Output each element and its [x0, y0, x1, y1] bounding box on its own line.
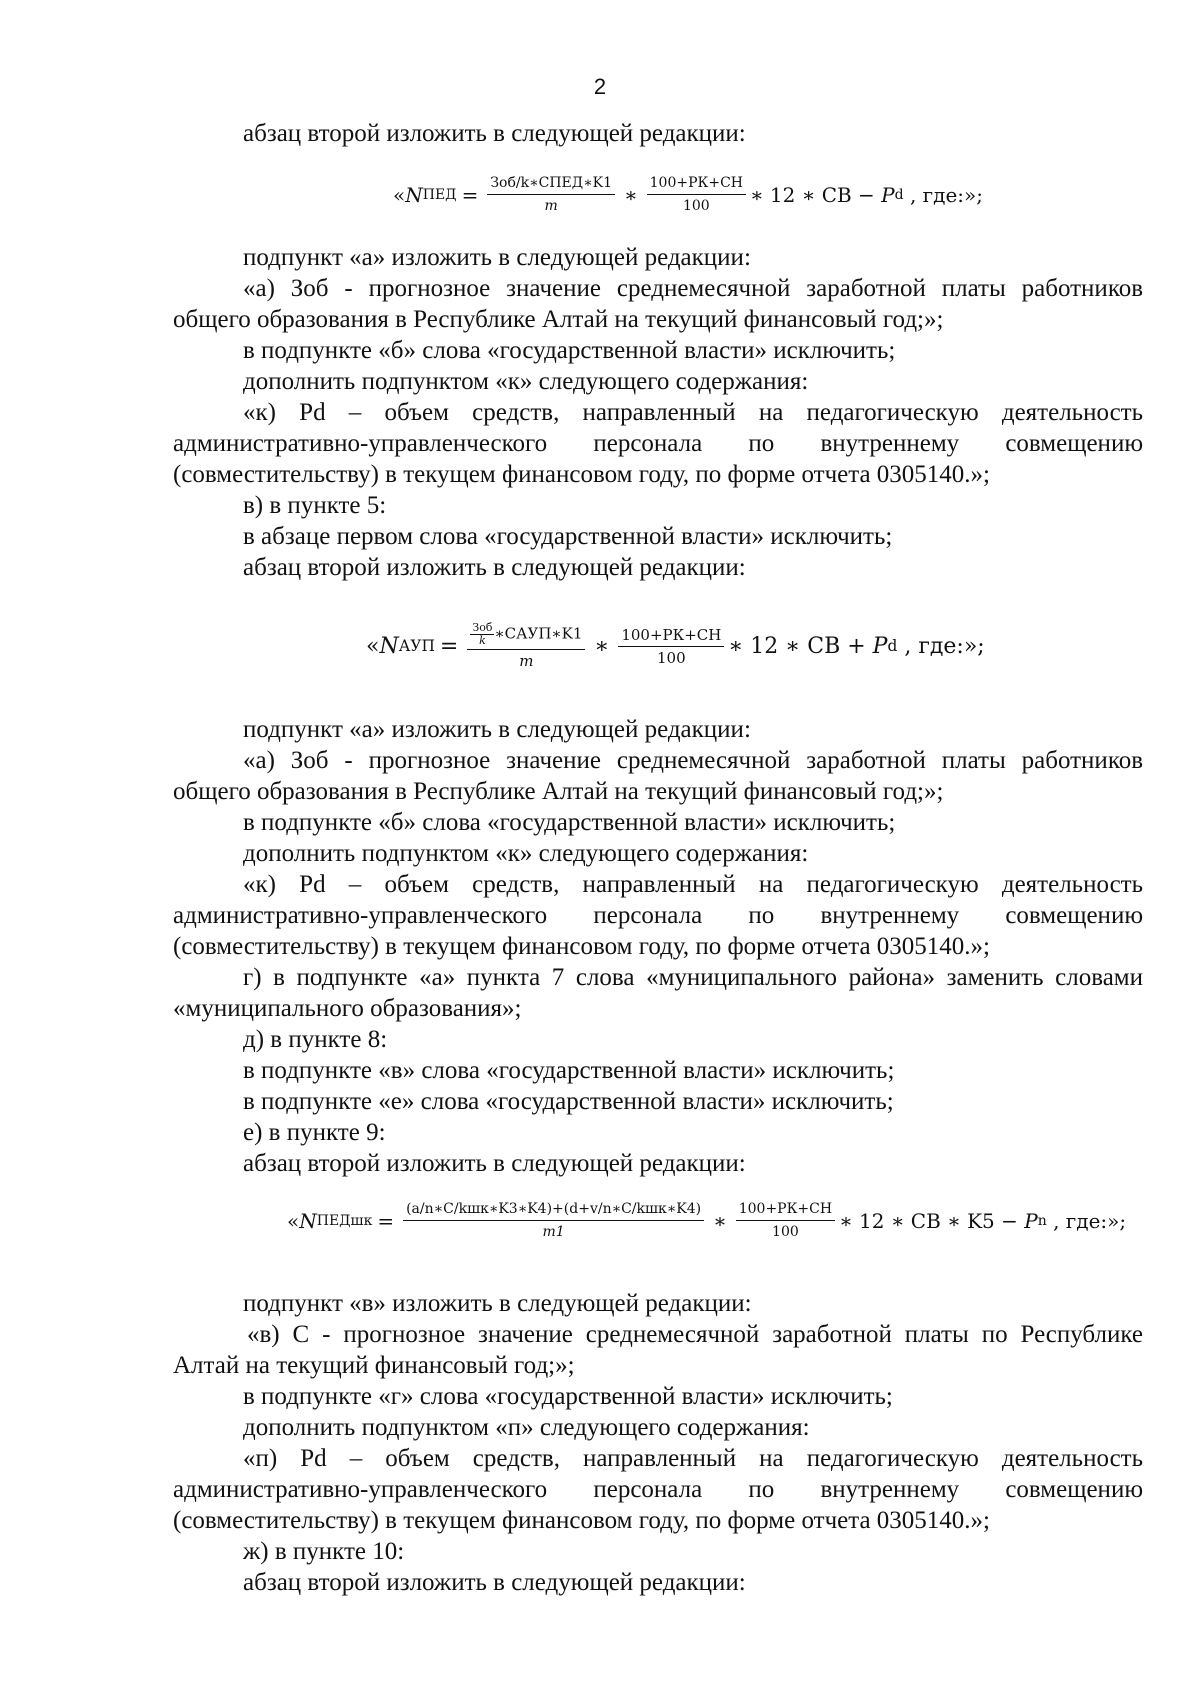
paragraph: абзац второй изложить в следующей редакции: [243, 1150, 746, 1177]
paragraph: дополнить подпунктом «к» следующего содержания: [243, 840, 809, 867]
paragraph: дополнить подпунктом «к» следующего содержания: [243, 368, 809, 395]
paragraph: в подпункте «б» слова «государственной власти» исключить; [243, 809, 896, 836]
paragraph: в подпункте «г» слова «государственной власти» исключить; [243, 1383, 893, 1410]
fraction: $\frac{100+РК+СН}{100}$ [647, 174, 746, 215]
fraction: $\frac{100+РК+СН}{100}$ [736, 1200, 835, 1241]
paragraph: абзац второй изложить в следующей редакции: [243, 1569, 746, 1596]
text-block-1 [173, 118, 1143, 149]
text-block-3 [173, 714, 1143, 1179]
paragraph: г) в подпункте «а» пункта 7 слова «муниципального района» заменить словами «муниципального образования»; [173, 964, 1143, 1022]
paragraph: в подпункте «е» слова «государственной власти» исключить; [243, 1088, 894, 1115]
paragraph: «п) Pd – объем средств, направленный на педагогическую деятельность административно-управленческого персонала по внутреннему совмещению (совместительству) в текущем финансовом году, по форме отчета 0305140.»; [173, 1445, 1143, 1534]
paragraph: «к) Pd – объем средств, направленный на педагогическую деятельность административно-управленческого персонала по внутреннему совмещению (совместительству) в текущем финансовом году, по форме отчета 0305140.»; [173, 399, 1143, 488]
fraction: $\frac{\text{Зоб/k∗CПЕД∗K1}}{m}$ [487, 174, 615, 215]
formula-n-pedshk: « N ПЕДшк = $\frac{\text{(a/n∗C/kшк∗K3∗K4)+(d+v/n∗C/kшк∗K4)}}{m1}$ ∗ $\frac{100+РК+СН}{100}$ ∗ 12 ∗ СВ ∗ K5 − P n , где:»; [287, 1201, 1127, 1240]
paragraph: подпункт «в» изложить в следующей редакции: [243, 1290, 752, 1317]
paragraph: абзац второй изложить в следующей редакции: [243, 120, 746, 147]
paragraph: «к) Pd – объем средств, направленный на педагогическую деятельность административно-управленческого персонала по внутреннему совмещению (совместительству) в текущем финансовом году, по форме отчета 0305140.»; [173, 871, 1143, 960]
fraction: $\frac{100+РК+СН}{100}$ [618, 626, 724, 667]
paragraph: е) в пункте 9: [243, 1119, 386, 1146]
fraction: $\frac{\text{(a/n∗C/kшк∗K3∗K4)+(d+v/n∗C/kшк∗K4)}}{m1}$ [403, 1200, 704, 1241]
paragraph: в подпункте «б» слова «государственной власти» исключить; [243, 337, 896, 364]
formula-n-ped: « N ПЕД = $\frac{\text{Зоб/k∗CПЕД∗K1}}{m}$ ∗ $\frac{100+РК+СН}{100}$ ∗ 12 ∗ СВ − P d , где:»; [393, 175, 984, 214]
paragraph: «а) Зоб - прогнозное значение среднемесячной заработной платы работников общего образования в Республике Алтай на текущий финансовый год;»; [173, 275, 1143, 333]
paragraph: абзац второй изложить в следующей редакции: [243, 554, 746, 581]
paragraph: д) в пункте 8: [243, 1026, 388, 1053]
text-block-2 [173, 242, 1143, 583]
formula-n-aup: « N АУП = $\frac{\text{Зоб}}{k}$ ∗CАУП∗K1 m ∗ $\frac{100+РК+СН}{100}$ ∗ 12 ∗ СВ + P d , где:»; [366, 621, 985, 670]
paragraph: в) в пункте 5: [243, 492, 387, 519]
paragraph: «в) С - прогнозное значение среднемесячной заработной платы по Республике Алтай на текущий финансовый год;»; [173, 1321, 1143, 1379]
paragraph: «а) Зоб - прогнозное значение среднемесячной заработной платы работников общего образования в Республике Алтай на текущий финансовый год;»; [173, 747, 1143, 805]
paragraph: в абзаце первом слова «государственной власти» исключить; [243, 523, 893, 550]
paragraph: подпункт «а» изложить в следующей редакции: [243, 716, 751, 743]
fraction: $\frac{\text{Зоб}}{k}$ ∗CАУП∗K1 m [467, 622, 585, 670]
text-block-4 [173, 1288, 1143, 1598]
paragraph: подпункт «а» изложить в следующей редакции: [243, 244, 751, 271]
paragraph: ж) в пункте 10: [243, 1538, 405, 1565]
paragraph: дополнить подпунктом «п» следующего содержания: [243, 1414, 810, 1441]
page-number: 2 [593, 74, 607, 99]
paragraph: в подпункте «в» слова «государственной власти» исключить; [243, 1057, 895, 1084]
